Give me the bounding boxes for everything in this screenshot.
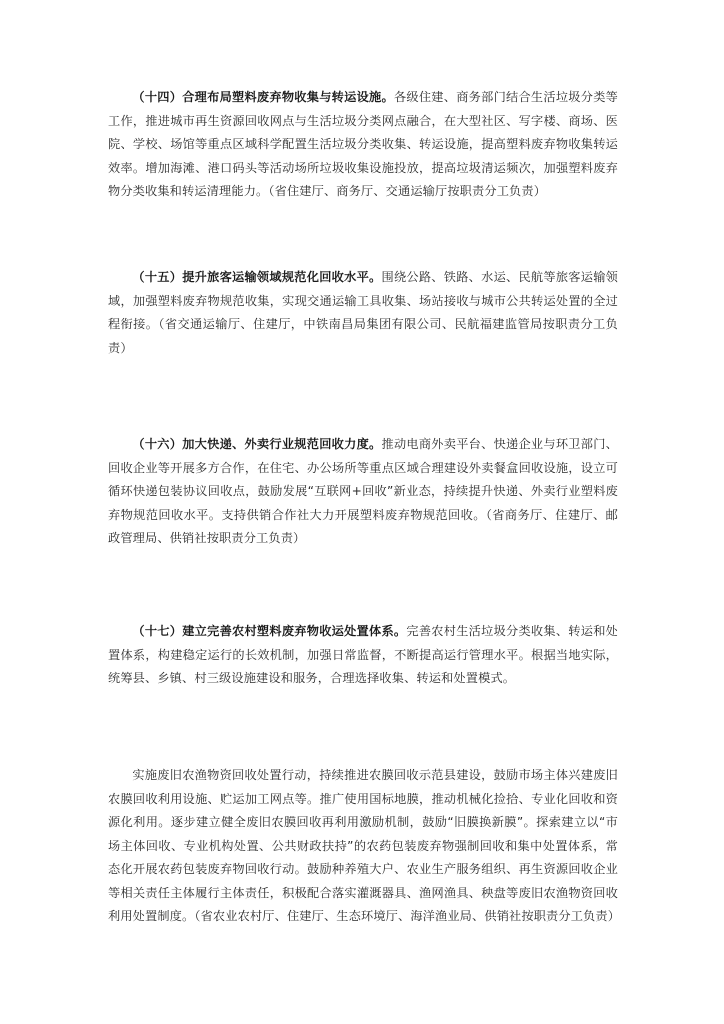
paragraph-15	[108, 266, 618, 360]
paragraph-heading: （十四）合理布局塑料废弃物收集与转运设施。	[132, 90, 394, 104]
paragraph-body: 各级住建、商务部门结合生活垃圾分类等工作，推进城市再生资源回收网点与生活垃圾分类网点融合，在大型社区、写字楼、商场、医院、学校、场馆等重点区域科学配置生活垃圾分类收集、转运设施，提高塑料废弃物收集转运效率。增加海滩、港口码头等活动场所垃圾收集设施投放，提高垃圾清运频次，加强塑料废弃物分类收集和转运清理能力。（省住建厅、商务厅、交通运输厅按职责分工负责）	[108, 90, 618, 198]
paragraph-heading: （十六）加大快递、外卖行业规范回收力度。	[132, 437, 382, 451]
paragraph-body: 完善农村生活垃圾分类收集、转运和处置体系，构建稳定运行的长效机制，加强日常监督，不断提高运行管理水平。根据当地实际，统筹县、乡镇、村三级设施建设和服务，合理选择收集、转运和处置模式。	[108, 624, 618, 685]
paragraph-14	[108, 86, 618, 204]
paragraph-heading: （十七）建立完善农村塑料废弃物收运处置体系。	[132, 624, 407, 638]
paragraph-body: 推动电商外卖平台、快递企业与环卫部门、回收企业等开展多方合作，在住宅、办公场所等重点区域合理建设外卖餐盒回收设施，设立可循环快递包装协议回收点，鼓励发展“互联网+回收”新业态，持续提升快递、外卖行业塑料废弃物规范回收水平。支持供销合作社大力开展塑料废弃物规范回收。（省商务厅、住建厅、邮政管理局、供销社按职责分工负责）	[108, 437, 618, 545]
paragraph-heading: （十五）提升旅客运输领域规范化回收水平。	[132, 270, 382, 284]
paragraph-body: 实施废旧农渔物资回收处置行动，持续推进农膜回收示范县建设，鼓励市场主体兴建废旧农膜回收利用设施、贮运加工网点等。推广使用国标地膜，推动机械化捡拾、专业化回收和资源化利用。逐步建立健全废旧农膜回收再利用激励机制，鼓励“旧膜换新膜”。探索建立以“市场主体回收、专业机构处置、公共财政扶持”的农药包装废弃物强制回收和集中处置体系，常态化开展农药包装废弃物回收行动。鼓励种养殖大户、农业生产服务组织、再生资源回收企业等相关责任主体履行主体责任，积极配合落实灌溉器具、渔网渔具、秧盘等废旧农渔物资回收利用处置制度。（省农业农村厅、住建厅、生态环境厅、海洋渔业局、供销社按职责分工负责）	[108, 768, 621, 923]
paragraph-16	[108, 433, 618, 551]
paragraph-17	[108, 620, 618, 691]
paragraph-farm-materials	[108, 764, 621, 929]
paragraph-body: 围绕公路、铁路、水运、民航等旅客运输领域，加强塑料废弃物规范收集，实现交通运输工具收集、场站接收与城市公共转运处置的全过程衔接。（省交通运输厅、住建厅，中铁南昌局集团有限公司、民航福建监管局按职责分工负责）	[108, 270, 618, 355]
